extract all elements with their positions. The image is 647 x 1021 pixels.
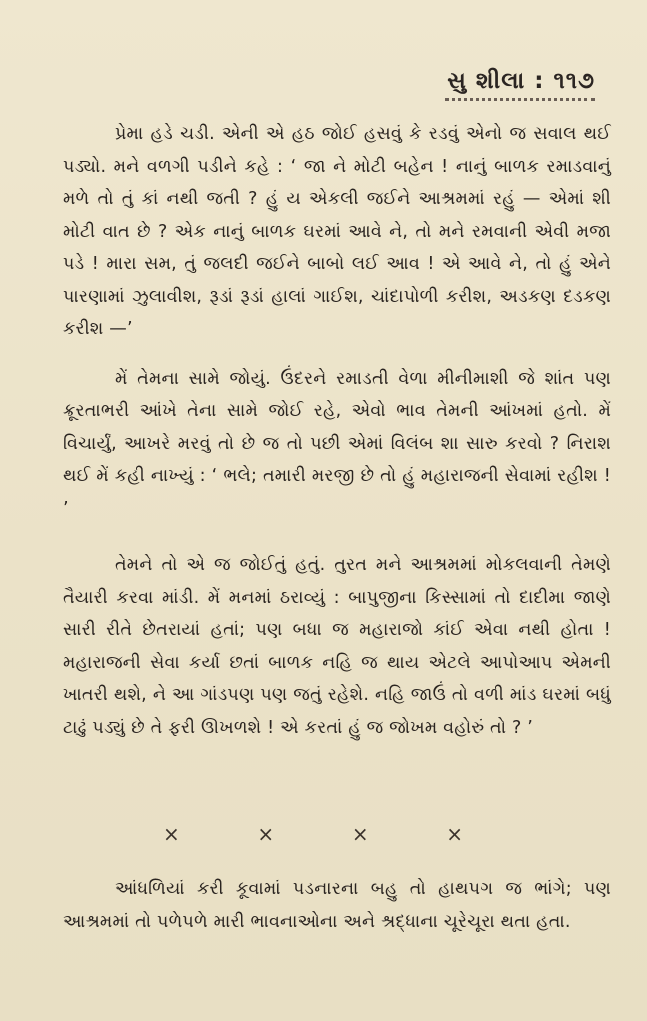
paragraph: આંધળિયાં કરી કૂવામાં પડનારના બહુ તો હાથપગ જ ભાંગે; પણ આશ્રમમાં તો પળેપળે મારી ભાવનાઓના અને શ્રદ્ધાના ચૂરેચૂરા થતા હતા. xyxy=(63,879,611,932)
page-header xyxy=(445,68,595,101)
running-title-page-number: સુ શીલા : ૧૧૭ xyxy=(447,68,595,94)
separator-mark: × xyxy=(163,822,180,846)
section-separator xyxy=(163,822,463,846)
separator-mark: × xyxy=(257,822,275,846)
separator-mark: × xyxy=(351,822,369,846)
paragraph: પ્રેમા હડે ચડી. એની એ હઠ જોઈ હસવું કે રડવું એનો જ સવાલ થઈ પડ્યો. મને વળગી પડીને કહે : ‘ જા ને મોટી બહેન ! નાનું બાળક રમાડવાનું મળે તો તું કાં નથી જતી ? હું ય એકલી જઈને આશ્રમમાં રહું — એમાં શી મોટી વાત છે ? એક નાનું બાળક ઘરમાં આવે ને, તો મને રમવાની એવી મજા પડે ! મારા સમ, તું જલદી જઈને બાબો લઈ આવ ! એ આવે ને, તો હું એને પારણામાં ઝુલાવીશ, રૂડાં રૂડાં હાલાં ગાઈશ, ચાંદાપોળી કરીશ, અડકણ દડકણ કરીશ —’ xyxy=(63,124,611,339)
paragraph: મેં તેમના સામે જોયું. ઉંદરને રમાડતી વેળા મીનીમાશી જે શાંત પણ ક્રૂરતાભરી આંખે તેના સામે જોઈ રહે, એવો ભાવ તેમની આંખમાં હતો. મેં વિચાર્યું, આખરે મરવું તો છે જ તો પછી એમાં વિલંબ શા સારુ કરવો ? નિરાશ થઈ મેં કહી નાખ્યું : ‘ ભલે; તમારી મરજી છે તો હું મહારાજની સેવામાં રહીશ ! ’ xyxy=(63,368,611,519)
body-text xyxy=(63,118,611,744)
paragraph: તેમને તો એ જ જોઈતું હતું. તુરત મને આશ્રમમાં મોકલવાની તેમણે તૈયારી કરવા માંડી. મેં મનમાં ઠરાવ્યું : બાપુજીના કિસ્સામાં તો દાદીમા જાણે સારી રીતે છેતરાયાં હતાં; પણ બધા જ મહારાજો કાંઈ એવા નથી હોતા ! મહારાજની સેવા કર્યા છતાં બાળક નહિ જ થાય એટલે આપોઆપ એમની ખાતરી થશે, ને આ ગાંડપણ પણ જતું રહેશે. નહિ જાઉં તો વળી માંડ ઘરમાં બધું ટાઢું પડ્યું છે તે ફરી ઊખળશે ! એ કરતાં હું જ જોખમ વહોરું તો ? ’ xyxy=(63,555,611,738)
separator-mark: × xyxy=(446,822,463,846)
dotted-rule xyxy=(445,98,595,101)
